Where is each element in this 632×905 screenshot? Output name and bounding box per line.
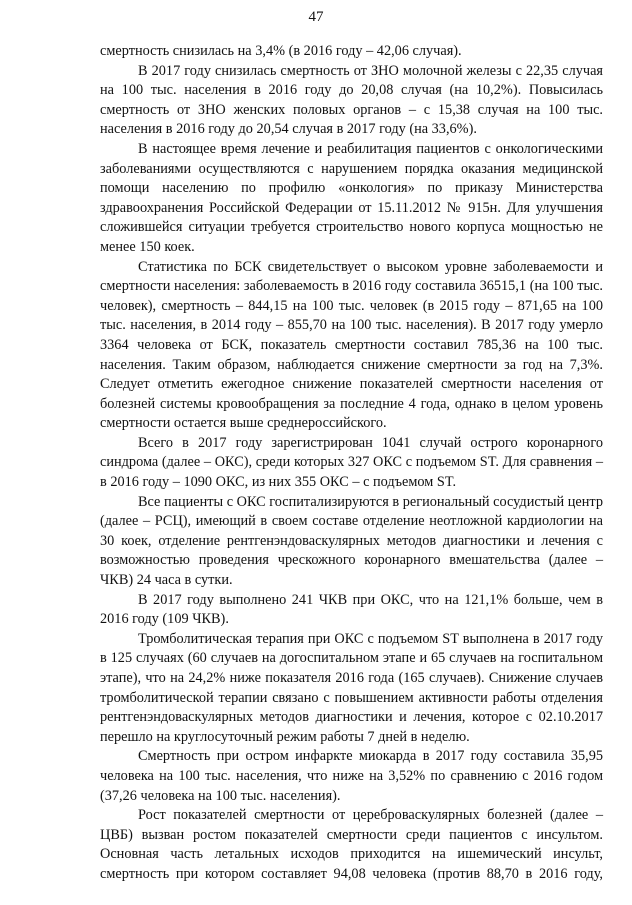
paragraph: Статистика по БСК свидетельствует о высоком уровне заболеваемости и смертности населения: заболеваемость в 2016 году составила 36515,1 (на 100 тыс. человек), смертность – 844,15 на 100 тыс. человек (в 2015 году – 871,65 на 100 тыс. населения, в 2014 году – 855,70 на 100 тыс. населения). В 2017 году умерло 3364 человека от БСК, показатель смертности составил 785,36 на 100 тыс. населения. Таким образом, наблюдается снижение смертности за год на 7,3%. Следует отметить ежегодное снижение показателей смертности населения от болезней системы кровообращения за последние 4 года, однако в целом уровень смертности остается выше среднероссийского. (100, 258, 603, 432)
page-number: 47 (308, 9, 324, 25)
paragraph: Все пациенты с ОКС госпитализируются в региональный сосудистый центр (далее – РСЦ), имеющий в своем составе отделение неотложной кардиологии на 30 коек, отделение рентгенэндоваскулярных методов диагностики и лечения с возможностью проведения чрескожного коронарного вмешательства (далее – ЧКВ) 24 часа в сутки. (100, 493, 603, 589)
paragraph: В 2017 году снизилась смертность от ЗНО молочной железы с 22,35 случая на 100 тыс. населения в 2016 году до 20,08 случая (на 10,2%). Повысилась смертность от ЗНО женских половых органов – с 15,38 случая на 100 тыс. населения в 2016 году до 20,54 случая в 2017 году (на 33,6%). (100, 62, 603, 138)
paragraph: Рост показателей смертности от цереброваскулярных болезней (далее – ЦВБ) вызван ростом показателей смертности среди пациентов с инсультом. Основная часть летальных исходов приходится на ишемический инсульт, смертность при котором составляет 94,08 человека (против 88,70 в 2016 году, (100, 807, 603, 882)
paragraph: Смертность при остром инфаркте миокарда в 2017 году составила 35,95 человека на 100 тыс. населения, что ниже на 3,52% по сравнению с 2016 годом (37,26 человека на 100 тыс. населения). (100, 748, 603, 804)
paragraph: смертность снизилась на 3,4% (в 2016 году – 42,06 случая). (100, 43, 462, 59)
paragraph: Всего в 2017 году зарегистрирован 1041 случай острого коронарного синдрома (далее – ОКС), среди которых 327 ОКС с подъемом ST. Для сравнения – в 2016 году – 1090 ОКС, из них 355 ОКС – с подъемом ST. (100, 434, 603, 491)
paragraph: В настоящее время лечение и реабилитация пациентов с онкологическими заболеваниями осуществляются с нарушением порядка оказания медицинской помощи населению по профилю «онкология» по приказу Министерства здравоохранения Российской Федерации от 15.11.2012 № 915н. Для улучшения сложившейся ситуации требуется строительство нового корпуса мощностью не менее 150 коек. (100, 140, 603, 255)
paragraph: Тромболитическая терапия при ОКС с подъемом ST выполнена в 2017 году в 125 случаях (60 случаев на догоспитальном этапе и 65 случаев на госпитальном этапе), что на 24,2% ниже показателя 2016 года (165 случаев). Снижение случаев тромболитической терапии связано с повышением активности работы отделения рентгенэндоваскулярных методов диагностики и лечения, которое с 02.10.2017 перешло на круглосуточный режим работы 7 дней в неделю. (100, 630, 603, 745)
paragraph: В 2017 году выполнено 241 ЧКВ при ОКС, что на 121,1% больше, чем в 2016 году (109 ЧКВ). (100, 591, 603, 628)
document-body (100, 42, 603, 885)
